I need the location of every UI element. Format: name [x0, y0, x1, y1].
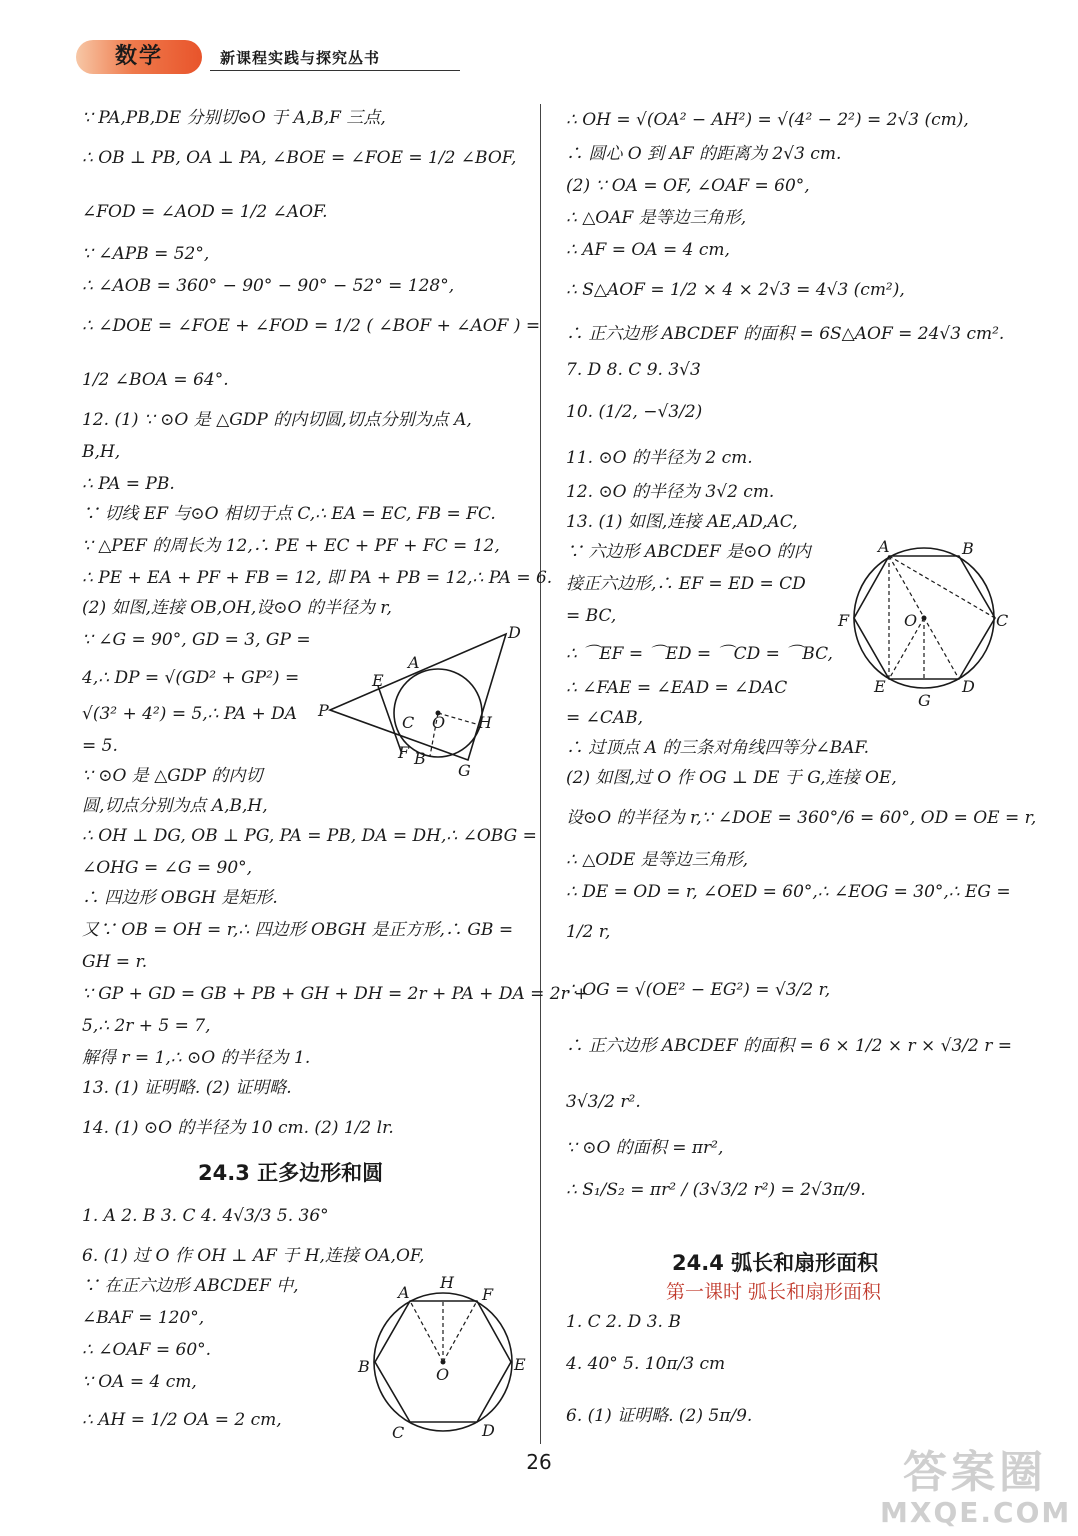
- text-line: 1. A 2. B 3. C 4. 4√3/3 5. 36°: [82, 1206, 329, 1226]
- text-line: ∴ S△AOF = 1/2 × 4 × 2√3 = 4√3 (cm²),: [566, 280, 905, 300]
- text-line: ∵ ∠G = 90°, GD = 3, GP =: [82, 630, 311, 650]
- fig-label: F: [838, 611, 850, 630]
- text-line: ∵ GP + GD = GB + PB + GH + DH = 2r + PA + DA = 2r +: [82, 984, 589, 1004]
- text-line: ∴ 过顶点 A 的三条对角线四等分∠BAF.: [566, 738, 870, 758]
- section-heading-24-3: 24.3 正多边形和圆: [198, 1161, 384, 1185]
- text-line: 4,∴ DP = √(GD² + GP²) =: [82, 668, 300, 688]
- text-line: ∵ 六边形 ABCDEF 是⊙O 的内: [566, 542, 811, 562]
- fig-label: D: [508, 623, 521, 642]
- watermark-logo: [880, 1448, 1070, 1532]
- text-line: 6. (1) 证明略. (2) 5π/9.: [566, 1406, 753, 1426]
- text-line: ∴ DE = OD = r, ∠OED = 60°,∴ ∠EOG = 30°,∴ EG =: [566, 882, 1011, 902]
- text-line: 1/2 ∠BOA = 64°.: [82, 370, 229, 390]
- subject-badge: 数学: [76, 40, 202, 74]
- text-line: ∴ OH = √(OA² − AH²) = √(4² − 2²) = 2√3 (cm),: [566, 110, 969, 130]
- fig-label: F: [398, 743, 410, 762]
- fig-label: D: [962, 677, 975, 696]
- text-line: ∠FOD = ∠AOD = 1/2 ∠AOF.: [82, 202, 328, 222]
- fig-label: A: [398, 1283, 410, 1302]
- fig-label: B: [962, 539, 974, 558]
- text-line: ∴ S₁/S₂ = πr² / (3√3/2 r²) = 2√3π/9.: [566, 1180, 866, 1200]
- text-line: 设⊙O 的半径为 r,∵ ∠DOE = 360°/6 = 60°, OD = OE = r,: [566, 808, 1037, 828]
- fig-label: C: [996, 611, 1009, 630]
- text-line: 6. (1) 过 O 作 OH ⊥ AF 于 H,连接 OA,OF,: [82, 1246, 425, 1266]
- text-line: 接正六边形,∴ EF = ED = CD: [566, 574, 806, 594]
- text-line: = 5.: [82, 736, 118, 756]
- text-line: ∵ ⊙O 是 △GDP 的内切: [82, 766, 263, 786]
- text-line: ∴ 正六边形 ABCDEF 的面积 = 6S△AOF = 24√3 cm².: [566, 324, 1005, 344]
- fig-label: H: [440, 1273, 454, 1292]
- watermark-text: 答案圈: [903, 1447, 1047, 1498]
- text-line: 圆,切点分别为点 A,B,H,: [82, 796, 268, 816]
- text-line: ∴ ∠DOE = ∠FOE + ∠FOD = 1/2 ( ∠BOF + ∠AOF ) =: [82, 316, 541, 336]
- fig-label: O: [432, 713, 446, 732]
- header-rule: [210, 70, 460, 71]
- fig-label: H: [478, 713, 492, 732]
- text-line: 10. (1/2, −√3/2): [566, 402, 703, 422]
- text-line: 1/2 r,: [566, 922, 611, 942]
- text-line: 5,∴ 2r + 5 = 7,: [82, 1016, 211, 1036]
- text-line: 7. D 8. C 9. 3√3: [566, 360, 701, 380]
- text-line: ∵ △PEF 的周长为 12,∴ PE + EC + PF + FC = 12,: [82, 536, 500, 556]
- text-line: 13. (1) 如图,连接 AE,AD,AC,: [566, 512, 798, 532]
- text-line: 4. 40° 5. 10π/3 cm: [566, 1354, 726, 1374]
- text-line: 12. (1) ∵ ⊙O 是 △GDP 的内切圆,切点分别为点 A,: [82, 410, 472, 430]
- watermark-url: MXQE.COM: [880, 1496, 1072, 1529]
- text-line: 13. (1) 证明略. (2) 证明略.: [82, 1078, 292, 1098]
- text-line: ∴ ∠FAE = ∠EAD = ∠DAC: [566, 678, 788, 698]
- fig-label: E: [372, 671, 384, 690]
- column-divider: [540, 104, 541, 1444]
- text-line: ∴ OH ⊥ DG, OB ⊥ PG, PA = PB, DA = DH,∴ ∠OBG =: [82, 826, 537, 846]
- fig-label: A: [408, 653, 420, 672]
- fig-label: C: [392, 1423, 405, 1442]
- fig-label: D: [482, 1421, 495, 1440]
- text-line: GH = r.: [82, 952, 148, 972]
- text-line: ∴ PE + EA + PF + FB = 12, 即 PA + PB = 12,∴ PA = 6.: [82, 568, 553, 588]
- fig-label: C: [402, 713, 415, 732]
- page-header: [76, 36, 406, 80]
- text-line: ∴ ∠OAF = 60°.: [82, 1340, 212, 1360]
- text-line: 1. C 2. D 3. B: [566, 1312, 681, 1332]
- text-line: ∵ PA,PB,DE 分别切⊙O 于 A,B,F 三点,: [82, 108, 386, 128]
- text-line: ∠BAF = 120°,: [82, 1308, 205, 1328]
- text-line: ∴ AF = OA = 4 cm,: [566, 240, 730, 260]
- triangle-incircle-figure: [316, 620, 528, 782]
- text-line: (2) 如图,过 O 作 OG ⊥ DE 于 G,连接 OE,: [566, 768, 897, 788]
- text-line: ∵ OA = 4 cm,: [82, 1372, 197, 1392]
- text-line: ∴ ∠AOB = 360° − 90° − 90° − 52° = 128°,: [82, 276, 455, 296]
- section-heading-24-4: 24.4 弧长和扇形面积: [672, 1251, 879, 1275]
- text-line: ∴ △OAF 是等边三角形,: [566, 208, 747, 228]
- text-line: ∠OHG = ∠G = 90°,: [82, 858, 253, 878]
- section-subheading: 第一课时 弧长和扇形面积: [666, 1281, 882, 1303]
- fig-label: P: [318, 701, 329, 720]
- fig-label: G: [918, 691, 931, 710]
- fig-label: O: [436, 1365, 450, 1384]
- text-line: (2) ∵ OA = OF, ∠OAF = 60°,: [566, 176, 810, 196]
- text-line: (2) 如图,连接 OB,OH,设⊙O 的半径为 r,: [82, 598, 392, 618]
- text-line: ∵ 在正六边形 ABCDEF 中,: [82, 1276, 299, 1296]
- text-line: ∵ ⊙O 的面积 = πr²,: [566, 1138, 724, 1158]
- fig-label: F: [482, 1285, 494, 1304]
- text-line: 11. ⊙O 的半径为 2 cm.: [566, 448, 753, 468]
- fig-label: E: [514, 1355, 526, 1374]
- page-number: 26: [526, 1450, 552, 1474]
- text-line: = BC,: [566, 606, 617, 626]
- series-title: 新课程实践与探究丛书: [220, 49, 381, 67]
- text-line: ∴ 圆心 O 到 AF 的距离为 2√3 cm.: [566, 144, 842, 164]
- text-line: ∵ ∠APB = 52°,: [82, 244, 210, 264]
- text-line: 14. (1) ⊙O 的半径为 10 cm. (2) 1/2 lr.: [82, 1118, 394, 1138]
- text-line: ∴ PA = PB.: [82, 474, 175, 494]
- text-line: ∴ OG = √(OE² − EG²) = √3/2 r,: [566, 980, 831, 1000]
- text-line: ∵ 切线 EF 与⊙O 相切于点 C,∴ EA = EC, FB = FC.: [82, 504, 496, 524]
- fig-label: B: [358, 1357, 370, 1376]
- text-line: ∴ AH = 1/2 OA = 2 cm,: [82, 1410, 282, 1430]
- fig-label: A: [878, 537, 890, 556]
- fig-label: B: [414, 749, 426, 768]
- text-line: 又∵ OB = OH = r,∴ 四边形 OBGH 是正方形,∴ GB =: [82, 920, 514, 940]
- hexagon-figure-right: [832, 536, 1018, 714]
- text-line: ∴ OB ⊥ PB, OA ⊥ PA, ∠BOE = ∠FOE = 1/2 ∠BOF,: [82, 148, 517, 168]
- text-line: √(3² + 4²) = 5,∴ PA + DA: [82, 704, 298, 724]
- fig-label: E: [874, 677, 886, 696]
- text-line: ∴ 正六边形 ABCDEF 的面积 = 6 × 1/2 × r × √3/2 r =: [566, 1036, 1013, 1056]
- fig-label: O: [904, 611, 918, 630]
- fig-label: G: [458, 761, 471, 780]
- text-line: 解得 r = 1,∴ ⊙O 的半径为 1.: [82, 1048, 311, 1068]
- text-line: = ∠CAB,: [566, 708, 644, 728]
- text-line: ∴ ⌒EF = ⌒ED = ⌒CD = ⌒BC,: [566, 644, 833, 664]
- text-line: ∴ 四边形 OBGH 是矩形.: [82, 888, 278, 908]
- text-line: B,H,: [82, 442, 121, 462]
- text-line: 3√3/2 r².: [566, 1092, 641, 1112]
- hexagon-figure-left: [350, 1268, 536, 1444]
- text-line: 12. ⊙O 的半径为 3√2 cm.: [566, 482, 775, 502]
- text-line: ∴ △ODE 是等边三角形,: [566, 850, 749, 870]
